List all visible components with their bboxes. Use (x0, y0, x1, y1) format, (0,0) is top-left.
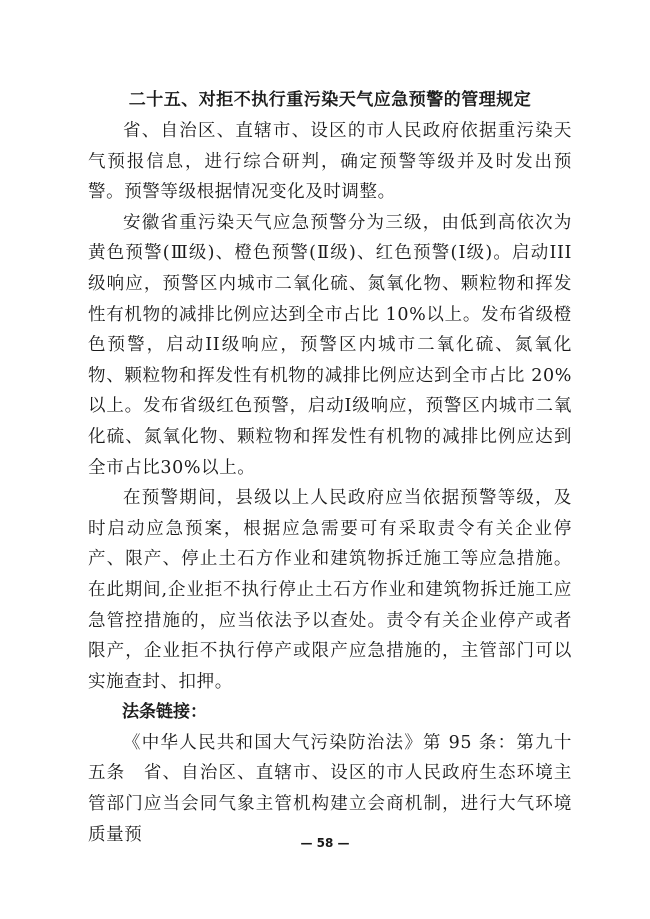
law-link-subheading: 法条链接： (122, 702, 207, 723)
section-heading: 二十五、对拒不执行重污染天气应急预警的管理规定 (128, 90, 532, 110)
paragraph-anhui-levels: 安徽省重污染天气应急预警分为三级，由低到高依次为黄色预警(Ⅲ级)、橙色预警(Ⅱ级)、红色预警(Ⅰ级)。启动III级响应，预警区内城市二氧化硫、氮氧化物、颗粒物和挥发性有机物的减排比例应达到全市占比 10%以上。发布省级橙色预警，启动II级响应，预警区内城市二氧化硫、氮氧化物、颗粒物和挥发性有机物的减排比例应达到全市占比 20%以上。发布省级红色预警，启动Ⅰ级响应，预警区内城市二氧化硫、氮氧化物、颗粒物和挥发性有机物的减排比例应达到全市占比30%以上。 (88, 212, 572, 478)
law-citation: 《中华人民共和国大气污染防治法》第 95 条：第九十五条 省、自治区、直辖市、设区的市人民政府生态环境主管部门应当会同气象主管机构建立会商机制，进行大气环境质量预 (88, 732, 572, 845)
page-number: — 58 — (300, 836, 350, 850)
paragraph-warning-issuance: 省、自治区、直辖市、设区的市人民政府依据重污染天气预报信息，进行综合研判，确定预警等级并及时发出预警。预警等级根据情况变化及时调整。 (88, 121, 572, 203)
paragraph-emergency-measures: 在预警期间，县级以上人民政府应当依据预警等级，及时启动应急预案，根据应急需要可有采取责令有关企业停产、限产、停止土石方作业和建筑物拆迁施工等应急措施。在此期间,企业拒不执行停止土石方作业和建筑物拆迁施工应急管控措施的，应当依法予以查处。责令有关企业停产或者限产，企业拒不执行停产或限产应急措施的，主管部门可以实施查封、扣押。 (88, 488, 572, 692)
document-body (88, 88, 572, 850)
